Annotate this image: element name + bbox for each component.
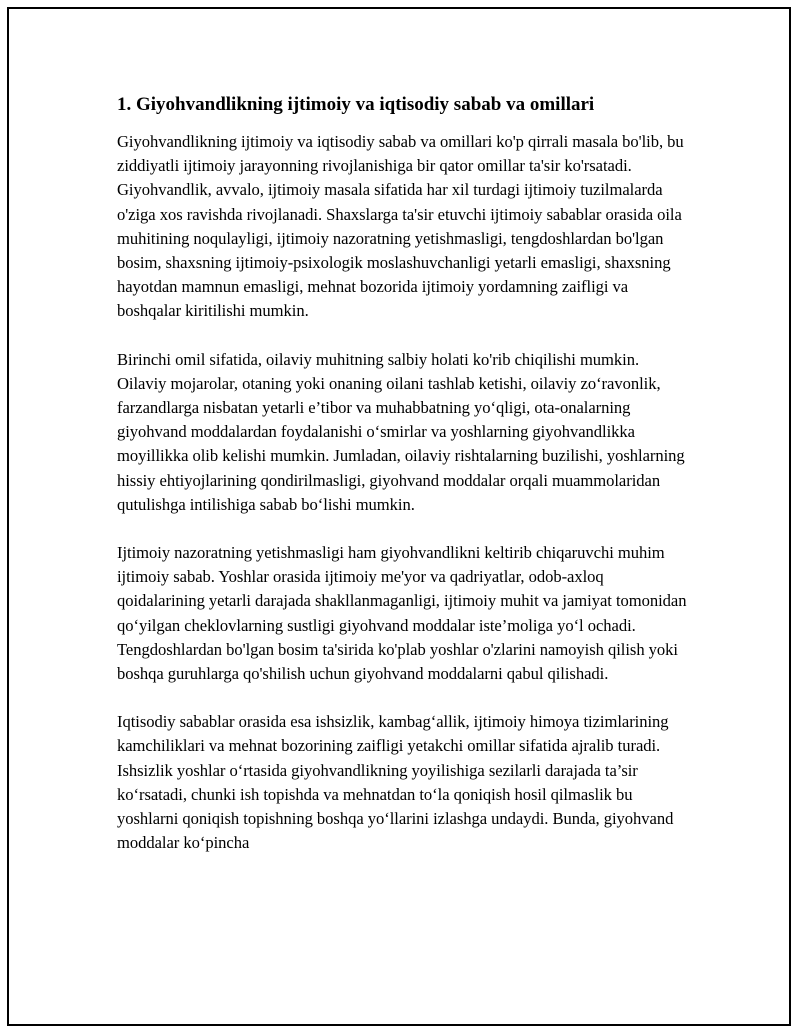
paragraph-family-factor: Birinchi omil sifatida, oilaviy muhitning salbiy holati ko'rib chiqilishi mumkin. Oilaviy mojarolar, otaning yoki onaning oilani tashlab ketishi, oilaviy zo‘ravonlik, farzandlarga nisbatan yetarli e’tibor va muhabbatning yo‘qligi, ota-onalarning giyohvand moddalardan foydalanishi o‘smirlar va yoshlarning giyohvandlikka moyillikka olib kelishi mumkin. Jumladan, oilaviy rishtalarning buzilishi, yoshlarning hissiy ehtiyojlarining qondirilmasligi, giyohvand moddalar orqali muammolaridan qutulishga intilishiga sabab bo‘lishi mumkin.	[117, 349, 685, 514]
section-heading: 1. Giyohvandlikning ijtimoiy va iqtisodiy sabab va omillari	[117, 94, 595, 115]
paragraph-social-control: Ijtimoiy nazoratning yetishmasligi ham giyohvandlikni keltirib chiqaruvchi muhim ijtimoiy sabab. Yoshlar orasida ijtimoiy me'yor va qadriyatlar, odob-axloq qoidalarining yetarli darajada shakllanmaganligi, ijtimoiy muhit va jamiyat tomonidan qo‘yilgan cheklovlarning sustligi giyohvand moddalar iste’moliga yo‘l ochadi. Tengdoshlardan bo'lgan bosim ta'sirida ko'plab yoshlar o'zlarini namoyish qilish yoki boshqa guruhlarga qo'shilish uchun giyohvand moddalarni qabul qilishadi.	[117, 543, 687, 684]
paragraph-economic-factors: Iqtisodiy sabablar orasida esa ishsizlik, kambag‘allik, ijtimoiy himoya tizimlarining kamchiliklari va mehnat bozorining zaifligi yetakchi omillar sifatida ajralib turadi. Ishsizlik yoshlar o‘rtasida giyohvandlikning yoyilishiga sezilarli darajada ta’sir ko‘rsatadi, chunki ish topishda va mehnatdan to‘la qoniqish hosil qilmaslik bu yoshlarni qoniqish topishning boshqa yo‘llarini izlashga undaydi. Bunda, giyohvand moddalar ko‘pincha	[117, 712, 674, 853]
paragraph-intro: Giyohvandlikning ijtimoiy va iqtisodiy sabab va omillari ko'p qirrali masala bo'lib, bu ziddiyatli ijtimoiy jarayonning rivojlanishiga bir qator omillar ta'sir ko'rsatadi. Giyohvandlik, avvalo, ijtimoiy masala sifatida har xil turdagi ijtimoiy tuzilmalarda o'ziga xos ravishda rivojlanadi. Shaxslarga ta'sir etuvchi ijtimoiy sabablar orasida oila muhitining noqulayligi, ijtimoiy nazoratning yetishmasligi, tengdoshlardan bo'lgan bosim, shaxsning ijtimoiy-psixologik moslashuvchanligi yetarli emasligi, shaxsning hayotdan mamnun emasligi, mehnat bozorida ijtimoiy yordamning zaifligi va boshqalar kiritilishi mumkin.	[117, 132, 684, 321]
document-body	[117, 92, 689, 879]
